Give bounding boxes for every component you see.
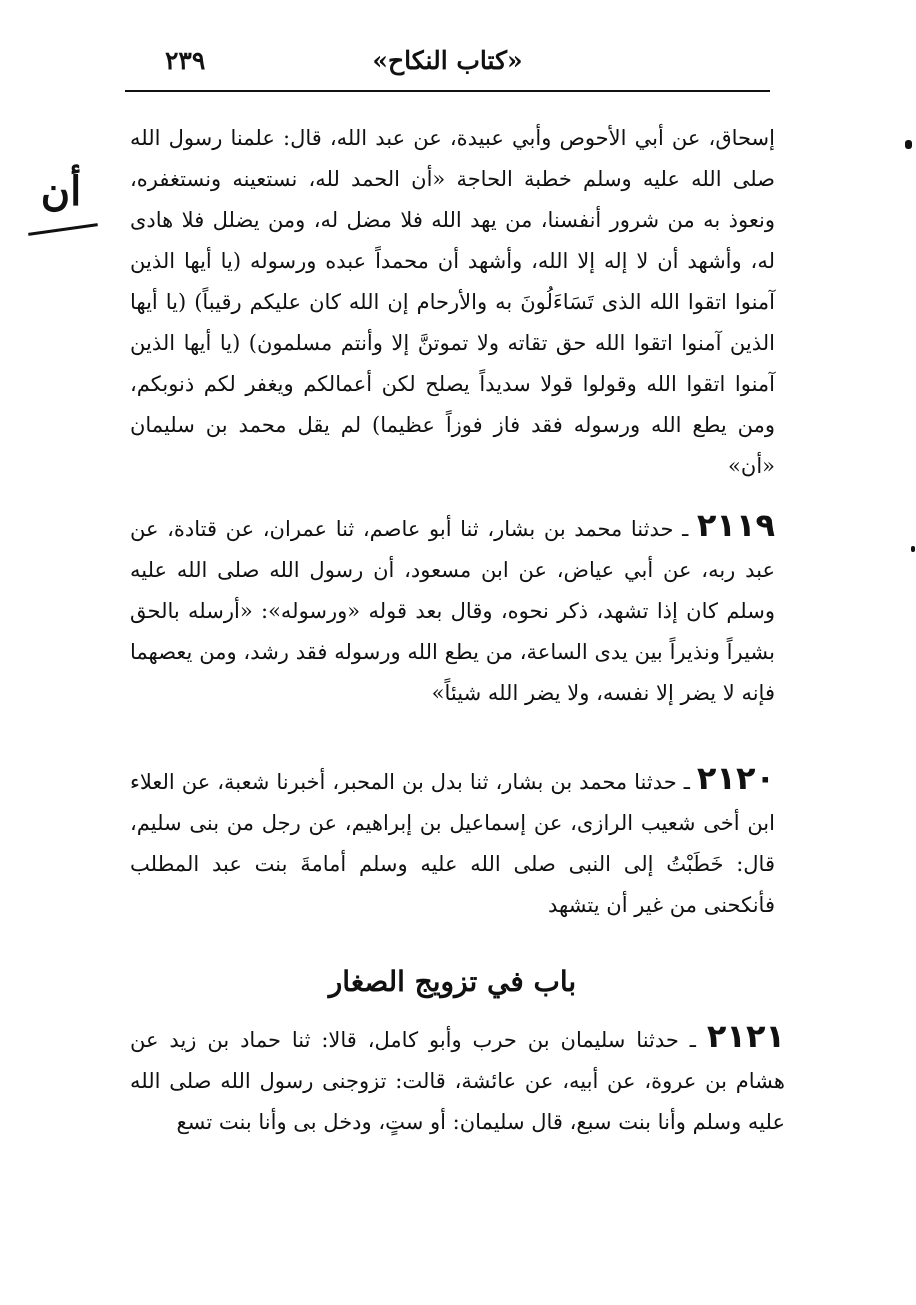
hadith-number: ٢١١٩ [696,506,775,544]
scan-spot [905,140,912,149]
margin-annotation [18,168,104,238]
hadith-text: ـ حدثنا محمد بن بشار، ثنا أبو عاصم، ثنا عمران، عن قتادة، عن عبد ربه، عن أبي عياض، عن ابن مسعود، أن رسول الله صلى الله عليه وسلم كان إذا تشهد، ذكر نحوه، وقال بعد قوله «ورسوله»: «أرسله بالحق بشيراً ونذيراً بين يدى الساعة، من يطع الله ورسوله فقد رشد، ومن يعصهما فإنه لا يضر إلا نفسه، ولا يضر الله شيئاً» [130,517,775,705]
hadith-2119 [130,505,775,714]
hadith-number: ٢١٢٠ [696,759,775,797]
header-rule [125,90,770,92]
continued-text: إسحاق، عن أبي الأحوص وأبي عبيدة، عن عبد الله، قال: علمنا رسول الله صلى الله عليه وسلم خطبة الحاجة «أن الحمد لله، نستعينه ونستغفره، ونعوذ به من شرور أنفسنا، من يهد الله فلا مضل له، ومن يضلل فلا هادى له، وأشهد أن لا إله إلا الله، وأشهد أن محمداً عبده ورسوله (يا أيها الذين آمنوا اتقوا الله الذى تَسَاءَلُونَ به والأرحام إن الله كان عليكم رقيباً) (يا أيها الذين آمنوا اتقوا الله حق تقاته ولا تموتنَّ إلا وأنتم مسلمون) (يا أيها الذين آمنوا اتقوا الله وقولوا قولا سديداً يصلح لكن أعمالكم ويغفر لكم ذنوبكم، ومن يطع الله ورسوله فقد فاز فوزاً عظيما) لم يقل محمد بن سليمان «أن» [130,126,775,478]
running-head [125,44,770,88]
chapter-heading: باب في تزويج الصغار [328,965,577,998]
continued-hadith-text [130,118,775,487]
hadith-text: ـ حدثنا سليمان بن حرب وأبو كامل، قالا: ثنا حماد بن زيد عن هشام بن عروة، عن أبيه، عن عائشة، قالت: تزوجنى رسول الله صلى الله عليه وسلم وأنا بنت سبع، قال سليمان: أو ستٍ، ودخل بى وأنا بنت تسع [130,1028,785,1134]
margin-annotation-stroke [28,223,98,236]
page-number: ٢٣٩ [165,46,206,75]
hadith-2121 [130,1016,785,1143]
hadith-number: ٢١٢١ [706,1017,785,1055]
hadith-text: ـ حدثنا محمد بن بشار، ثنا بدل بن المحبر، أخبرنا شعبة، عن العلاء ابن أخى شعيب الرازى، عن إسماعيل بن إبراهيم، عن رجل من بنى سليم، قال: خَطَبْتُ إلى النبى صلى الله عليه وسلم أمامةَ بنت عبد المطلب فأنكحنى من غير أن يتشهد [130,770,775,917]
margin-annotation-text: أن [40,168,82,215]
hadith-2120 [130,758,775,926]
book-title: «كتاب النكاح» [372,46,523,75]
scan-spot [911,546,915,552]
